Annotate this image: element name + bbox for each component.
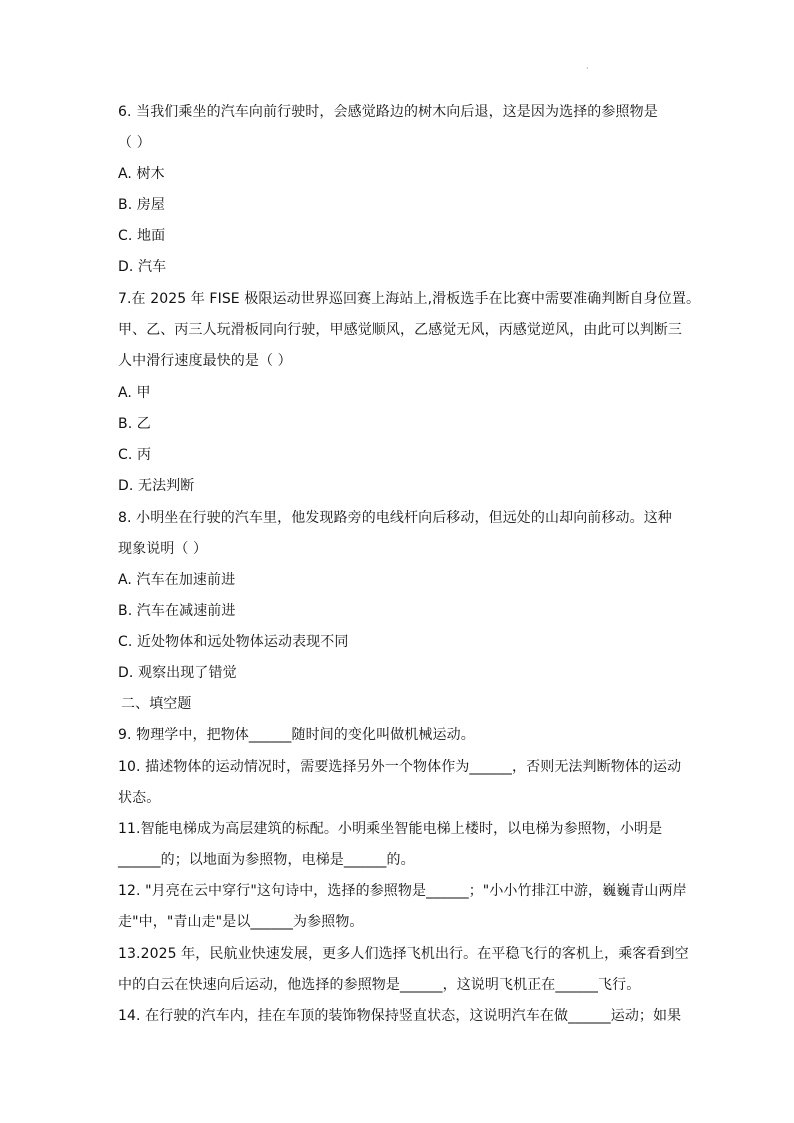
question-7-stem-line-3: 人中滑行速度最快的是（ ）	[118, 353, 292, 369]
question-10-stem-line-1: 10. 描述物体的运动情况时，需要选择另外一个物体作为______，否则无法判断物体的运动	[118, 759, 682, 775]
question-6-option-d: D. 汽车	[118, 259, 167, 275]
question-8-option-a: A. 汽车在加速前进	[118, 572, 236, 588]
question-6-option-c: C. 地面	[118, 228, 166, 244]
question-7-option-a: A. 甲	[118, 385, 151, 401]
question-7-option-b: B. 乙	[118, 416, 151, 432]
question-7-stem-line-2: 甲、乙、丙三人玩滑板同向行驶，甲感觉顺风，乙感觉无风，丙感觉逆风，由此可以判断三	[118, 322, 682, 338]
question-13-stem-line-1: 13.2025 年，民航业快速发展，更多人们选择飞机出行。在平稳飞行的客机上，乘客看到空	[118, 946, 689, 962]
question-8-option-c: C. 近处物体和远处物体运动表现不同	[118, 634, 349, 650]
question-6-stem-line-1: 6. 当我们乘坐的汽车向前行驶时，会感觉路边的树木向后退，这是因为选择的参照物是	[118, 104, 658, 120]
question-6-option-b: B. 房屋	[118, 197, 166, 213]
question-11-stem-line-1: 11.智能电梯成为高层建筑的标配。小明乘坐智能电梯上楼时，以电梯为参照物，小明是	[118, 821, 663, 837]
question-8-option-d: D. 观察出现了错觉	[118, 665, 237, 681]
question-8-option-b: B. 汽车在减速前进	[118, 603, 236, 619]
question-7-stem-line-1: 7.在 2025 年 FISE 极限运动世界巡回赛上海站上,滑板选手在比赛中需要准确判断自身位置。	[118, 291, 701, 307]
question-12-stem-line-1: 12. "月亮在云中穿行"这句诗中，选择的参照物是______；"小小竹排江中游，巍巍青山两岸	[118, 883, 687, 899]
question-14-stem-line-1: 14. 在行驶的汽车内，挂在车顶的装饰物保持竖直状态，这说明汽车在做______运动；如果	[118, 1008, 682, 1024]
question-6-stem-line-2: （ ）	[118, 135, 151, 151]
question-8-stem-line-2: 现象说明（ ）	[118, 541, 208, 557]
question-9-stem: 9. 物理学中，把物体______随时间的变化叫做机械运动。	[118, 727, 475, 743]
question-11-stem-line-2: ______的；以地面为参照物，电梯是______的。	[118, 852, 415, 868]
question-13-stem-line-2: 中的白云在快速向后运动，他选择的参照物是______，这说明飞机正在______飞行。	[118, 977, 641, 993]
page-corner-mark: ·	[586, 64, 589, 73]
question-10-stem-line-2: 状态。	[118, 790, 161, 806]
question-7-option-c: C. 丙	[118, 447, 152, 463]
question-7-option-d: D. 无法判断	[118, 478, 195, 494]
question-12-stem-line-2: 走"中，"青山走"是以______为参照物。	[118, 914, 364, 930]
question-6-option-a: A. 树木	[118, 166, 165, 182]
question-8-stem-line-1: 8. 小明坐在行驶的汽车里，他发现路旁的电线杆向后移动，但远处的山却向前移动。这种	[118, 510, 672, 526]
section-fill-in-title: 二、填空题	[121, 696, 192, 712]
